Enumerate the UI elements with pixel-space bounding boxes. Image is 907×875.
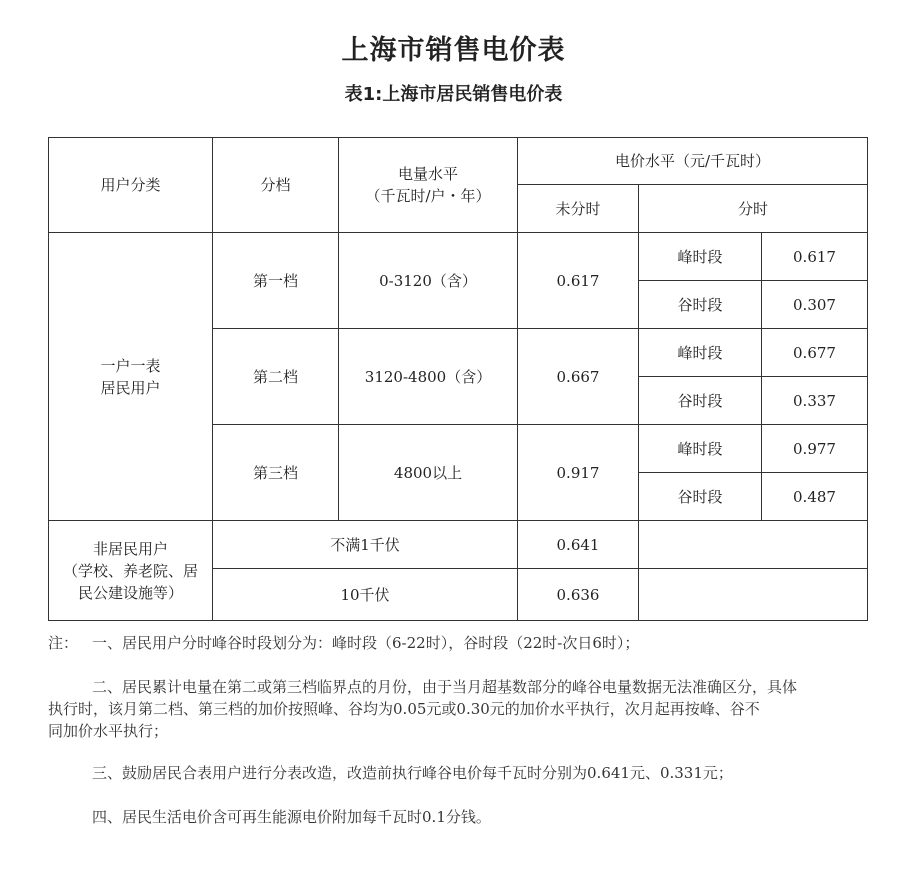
voltage-label: 10千伏	[213, 569, 518, 621]
voltage-flat-price: 0.636	[518, 569, 639, 621]
voltage-flat-price: 0.641	[518, 521, 639, 569]
table-row	[49, 521, 868, 569]
header-tier: 分档	[213, 138, 339, 233]
note-3	[48, 762, 868, 784]
header-no-tou: 未分时	[518, 185, 639, 233]
table-row	[49, 233, 868, 281]
valley-price: 0.337	[762, 377, 868, 425]
page-title: 上海市销售电价表	[341, 35, 566, 66]
tier-flat-price: 0.917	[518, 425, 639, 521]
note-1	[48, 632, 868, 654]
tier-range: 4800以上	[339, 425, 518, 521]
header-user-category: 用户分类	[49, 138, 213, 233]
note-1-text: 一、居民用户分时峰谷时段划分为：峰时段（6-22时），谷时段（22时-次日6时）；	[92, 634, 640, 652]
residential-category	[49, 233, 213, 521]
tier-name: 第二档	[213, 329, 339, 425]
tier-name: 第三档	[213, 425, 339, 521]
empty-cell	[639, 521, 868, 569]
note-2-line3: 同加价水平执行；	[48, 722, 169, 740]
note-2	[48, 676, 868, 742]
empty-cell	[639, 569, 868, 621]
header-price-level: 电价水平（元/千瓦时）	[518, 138, 868, 185]
header-row-1	[49, 138, 868, 185]
valley-price: 0.307	[762, 281, 868, 329]
peak-price: 0.977	[762, 425, 868, 473]
tier-range: 0-3120（含）	[339, 233, 518, 329]
non-residential-line1: 非居民用户	[92, 539, 168, 558]
note-2-line1: 二、居民累计电量在第二或第三档临界点的月份，由于当月超基数部分的峰谷电量数据无法准确区分，具体	[92, 678, 798, 696]
tier-flat-price: 0.667	[518, 329, 639, 425]
header-usage-level	[339, 138, 518, 233]
header-usage-level-line2: （千瓦时/户・年）	[365, 187, 491, 205]
tier-range: 3120-4800（含）	[339, 329, 518, 425]
header-usage-level-line1: 电量水平	[397, 165, 458, 183]
peak-label: 峰时段	[639, 233, 762, 281]
voltage-label: 不满1千伏	[213, 521, 518, 569]
non-residential-category	[49, 521, 213, 621]
valley-label: 谷时段	[639, 377, 762, 425]
residential-category-line2: 居民用户	[100, 378, 161, 397]
residential-category-line1: 一户一表	[100, 356, 161, 375]
peak-label: 峰时段	[639, 425, 762, 473]
tier-name: 第一档	[213, 233, 339, 329]
peak-price: 0.617	[762, 233, 868, 281]
non-residential-line3: 民公建设施等）	[77, 583, 183, 602]
price-table	[48, 137, 868, 621]
note-3-text: 三、鼓励居民合表用户进行分表改造，改造前执行峰谷电价每千瓦时分别为0.641元、0.331元；	[92, 764, 733, 782]
non-residential-line2: （学校、养老院、居	[62, 561, 198, 580]
valley-label: 谷时段	[639, 473, 762, 521]
notes-tag: 注：	[48, 634, 79, 652]
peak-price: 0.677	[762, 329, 868, 377]
header-tou: 分时	[639, 185, 868, 233]
note-2-line2: 执行时，该月第二档、第三档的加价按照峰、谷均为0.05元或0.30元的加价水平执行，次月起再按峰、谷不	[48, 700, 760, 718]
peak-label: 峰时段	[639, 329, 762, 377]
note-4-text: 四、居民生活电价含可再生能源电价附加每千瓦时0.1分钱。	[92, 808, 491, 826]
table-subtitle: 表1:上海市居民销售电价表	[344, 84, 563, 105]
note-4	[48, 806, 868, 828]
valley-label: 谷时段	[639, 281, 762, 329]
valley-price: 0.487	[762, 473, 868, 521]
tier-flat-price: 0.617	[518, 233, 639, 329]
